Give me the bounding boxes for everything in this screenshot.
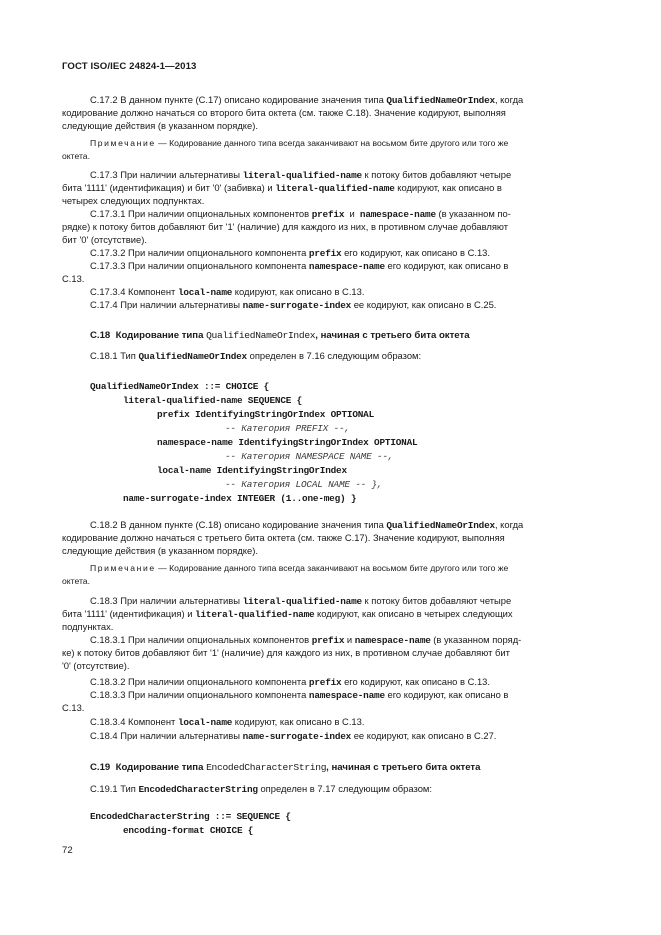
paragraph-c17-3-4: C.17.3.4 Компонент local-name кодируют, как описано в C.13.	[90, 286, 365, 298]
paragraph-line: C.13.	[62, 702, 85, 713]
note-c18: Примечание — Кодирование данного типа всегда заканчивают на восьмом бите другого или того же	[90, 563, 509, 573]
paragraph-line: кодирование должно начаться с третьего бита октета (см. также C.17). Значение кодируют, выполняя	[62, 532, 505, 543]
section-heading-c18: C.18 Кодирование типа QualifiedNameOrIndex, начиная с третьего бита октета	[90, 330, 470, 341]
paragraph-c17-3-2: C.17.3.2 При наличии опционального компонента prefix его кодируют, как описано в C.13.	[90, 247, 490, 259]
code-comment: -- Категория NAMESPACE NAME --,	[225, 451, 394, 462]
code-line: EncodedCharacterString ::= SEQUENCE {	[90, 811, 291, 822]
paragraph-c18-3-3: C.18.3.3 При наличии опционального компонента namespace-name его кодируют, как описано в	[90, 689, 509, 701]
paragraph-line: бит '0' (отсутствие).	[62, 234, 147, 245]
section-heading-c19: C.19 Кодирование типа EncodedCharacterString, начиная с третьего бита октета	[90, 762, 481, 773]
paragraph-c18-3-4: C.18.3.4 Компонент local-name кодируют, как описано в C.13.	[90, 716, 365, 728]
code-line: name-surrogate-index INTEGER (1..one-meg) }	[123, 493, 357, 504]
code-line: local-name IdentifyingStringOrIndex	[157, 465, 347, 476]
paragraph-line: следующие действия (в указанном порядке).	[62, 545, 258, 556]
paragraph-line: бита '1111' (идентификация) и бит '0' (забивка) и literal-qualified-name кодируют, как описано в	[62, 182, 502, 194]
note-line: октета.	[62, 576, 90, 586]
paragraph-line: бита '1111' (идентификация) и literal-qualified-name кодируют, как описано в четырех следующих	[62, 608, 513, 620]
paragraph-line: следующие действия (в указанном порядке).	[62, 120, 258, 131]
code-line: prefix IdentifyingStringOrIndex OPTIONAL	[157, 409, 375, 420]
paragraph-c17-2: C.17.2 В данном пункте (C.17) описано кодирование значения типа QualifiedNameOrIndex, когда	[90, 94, 524, 106]
paragraph-c18-3-1: C.18.3.1 При наличии опциональных компонентов prefix и namespace-name (в указанном поряд-	[90, 634, 522, 646]
paragraph-line: кодирование должно начаться со второго бита октета (см. также C.18). Значение кодируют, выполняя	[62, 107, 506, 118]
code-line: QualifiedNameOrIndex ::= CHOICE {	[90, 381, 270, 392]
paragraph-line: четырех следующих подпунктах.	[62, 195, 205, 206]
paragraph-c18-3: C.18.3 При наличии альтернативы literal-qualified-name к потоку битов добавляют четыре	[90, 595, 512, 607]
paragraph-c18-4: C.18.4 При наличии альтернативы name-surrogate-index ее кодируют, как описано в C.27.	[90, 730, 497, 742]
paragraph-line: ке) к потоку битов добавляют бит '1' (наличие) для каждого из них, в противном случае добавляют бит	[62, 647, 510, 658]
note-c17: Примечание — Кодирование данного типа всегда заканчивают на восьмом бите другого или того же	[90, 138, 509, 148]
code-line: namespace-name IdentifyingStringOrIndex OPTIONAL	[157, 437, 418, 448]
paragraph-line: C.13.	[62, 273, 85, 284]
page-header-standard: ГОСТ ISO/IEC 24824-1—2013	[62, 61, 197, 72]
note-line: октета.	[62, 151, 90, 161]
code-line: literal-qualified-name SEQUENCE {	[123, 395, 303, 406]
paragraph-c17-3: C.17.3 При наличии альтернативы literal-qualified-name к потоку битов добавляют четыре	[90, 169, 512, 181]
code-line: encoding-format CHOICE {	[123, 825, 254, 836]
paragraph-line: '0' (отсутствие).	[62, 660, 130, 671]
paragraph-c17-3-1: C.17.3.1 При наличии опциональных компонентов prefix и namespace-name (в указанном по-	[90, 208, 511, 220]
paragraph-c18-3-2: C.18.3.2 При наличии опционального компонента prefix его кодируют, как описано в C.13.	[90, 676, 490, 688]
paragraph-c18-2: C.18.2 В данном пункте (C.18) описано кодирование значения типа QualifiedNameOrIndex, когда	[90, 519, 524, 531]
paragraph-c19-1: C.19.1 Тип EncodedCharacterString определен в 7.17 следующим образом:	[90, 783, 432, 795]
page-number: 72	[62, 845, 73, 856]
paragraph-c17-4: C.17.4 При наличии альтернативы name-surrogate-index ее кодируют, как описано в C.25.	[90, 299, 497, 311]
code-comment: -- Категория LOCAL NAME -- },	[225, 479, 383, 490]
paragraph-line: подпунктах.	[62, 621, 114, 632]
paragraph-line: рядке) к потоку битов добавляют бит '1' (наличие) для каждого из них, в противном случае добавляют	[62, 221, 509, 232]
paragraph-c18-1: C.18.1 Тип QualifiedNameOrIndex определен в 7.16 следующим образом:	[90, 350, 422, 362]
code-comment: -- Категория PREFIX --,	[225, 423, 350, 434]
paragraph-c17-3-3: C.17.3.3 При наличии опционального компонента namespace-name его кодируют, как описано в	[90, 260, 509, 272]
